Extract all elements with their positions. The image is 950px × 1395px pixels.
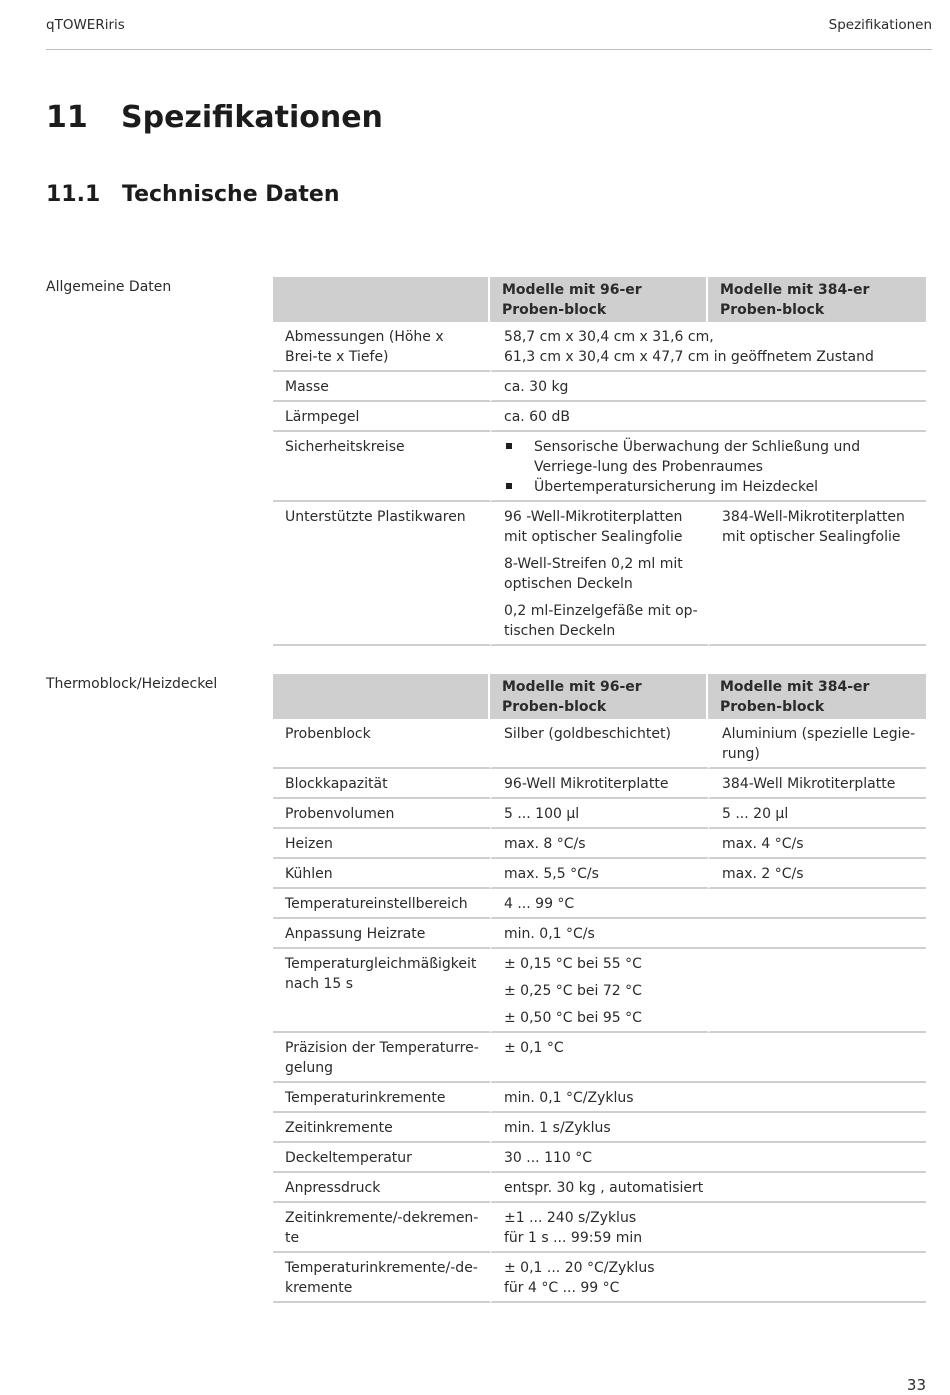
safety-value [490, 432, 926, 502]
uniformity-55: ± 0,15 °C bei 55 °C [504, 956, 642, 972]
table-row [273, 829, 926, 859]
table-header-row [273, 674, 926, 719]
header-384-models: Modelle mit 384-er Proben-block [708, 674, 926, 719]
table-row [273, 502, 926, 646]
section-heading [46, 182, 340, 207]
mass-value: ca. 30 kg [490, 372, 926, 402]
lid-temperature-value: 30 ... 110 °C [490, 1143, 926, 1173]
temp-increment-label: Temperaturinkremente [273, 1083, 490, 1113]
row-label: Blockkapazität [273, 769, 490, 799]
running-header [46, 17, 932, 50]
value-96: max. 5,5 °C/s [490, 859, 708, 889]
safety-label: Sicherheitskreise [273, 432, 490, 502]
value-384: max. 2 °C/s [708, 859, 926, 889]
header-384-models: Modelle mit 384-er Proben-block [708, 277, 926, 322]
table-row [273, 949, 926, 1033]
list-item: Sensorische Überwachung der Schließung und Verriege-lung des Probenraumes [504, 437, 916, 477]
mass-label: Masse [273, 372, 490, 402]
general-data-table [273, 277, 926, 646]
section-title: Technische Daten [122, 182, 340, 207]
value-384: Aluminium (spezielle Legie-rung) [708, 719, 926, 769]
header-empty-cell [273, 674, 490, 719]
temp-incdec-range: für 4 °C ... 99 °C [504, 1280, 620, 1296]
header-96-models: Modelle mit 96-er Proben-block [490, 277, 708, 322]
time-increment-label: Zeitinkremente [273, 1113, 490, 1143]
noise-label: Lärmpegel [273, 402, 490, 432]
dimensions-open: 61,3 cm x 30,4 cm x 47,7 cm in geöffnetem Zustand [504, 349, 874, 365]
table-row [273, 769, 926, 799]
table-row [273, 322, 926, 372]
header-96-models: Modelle mit 96-er Proben-block [490, 674, 708, 719]
general-data-label: Allgemeine Daten [46, 279, 172, 295]
uniformity-72: ± 0,25 °C bei 72 °C [504, 983, 642, 999]
precision-label: Präzision der Temperaturre-gelung [273, 1033, 490, 1083]
range-value: 4 ... 99 °C [490, 889, 926, 919]
temp-incdec-label: Temperaturinkremente/-de-kremente [273, 1253, 490, 1303]
time-incdec-range: für 1 s ... 99:59 min [504, 1230, 643, 1246]
table-row [273, 889, 926, 919]
thermoblock-label: Thermoblock/Heizdeckel [46, 676, 218, 692]
time-incdec-value [490, 1203, 926, 1253]
plastics-96-value [490, 502, 708, 646]
precision-value: ± 0,1 °C [490, 1033, 926, 1083]
table-row [273, 919, 926, 949]
value-96: max. 8 °C/s [490, 829, 708, 859]
dimensions-value [490, 322, 926, 372]
table-row [273, 799, 926, 829]
header-product-name: qTOWERiris [46, 17, 125, 33]
chapter-heading [46, 100, 383, 135]
time-incdec-step: ±1 ... 240 s/Zyklus [504, 1210, 637, 1226]
dimensions-label: Abmessungen (Höhe x Brei-te x Tiefe) [273, 322, 490, 372]
time-incdec-label: Zeitinkremente/-dekremen-te [273, 1203, 490, 1253]
header-empty-cell [273, 277, 490, 322]
ramp-label: Anpassung Heizrate [273, 919, 490, 949]
uniformity-95: ± 0,50 °C bei 95 °C [504, 1010, 642, 1026]
pressure-value: entspr. 30 kg , automatisiert [490, 1173, 926, 1203]
header-chapter-name: Spezifikationen [828, 17, 932, 33]
value-384: 5 ... 20 µl [708, 799, 926, 829]
plastics-label: Unterstützte Plastikwaren [273, 502, 490, 646]
lid-temperature-label: Deckeltemperatur [273, 1143, 490, 1173]
row-label: Probenblock [273, 719, 490, 769]
ramp-value: min. 0,1 °C/s [490, 919, 926, 949]
plastics-96-plates: 96 -Well-Mikrotiterplatten mit optischer Sealingfolie [504, 509, 683, 545]
page-number: 33 [906, 1376, 926, 1394]
temp-incdec-value [490, 1253, 926, 1303]
range-label: Temperatureinstellbereich [273, 889, 490, 919]
time-increment-value: min. 1 s/Zyklus [490, 1113, 926, 1143]
dimensions-closed: 58,7 cm x 30,4 cm x 31,6 cm, [504, 329, 714, 345]
value-96: Silber (goldbeschichtet) [490, 719, 708, 769]
table-row [273, 1253, 926, 1303]
value-384: max. 4 °C/s [708, 829, 926, 859]
table-row [273, 372, 926, 402]
plastics-96-strips: 8-Well-Streifen 0,2 ml mit optischen Deckeln [504, 556, 683, 592]
table-row [273, 432, 926, 502]
chapter-title: Spezifikationen [121, 100, 383, 135]
table-header-row [273, 277, 926, 322]
table-row [273, 1203, 926, 1253]
plastics-96-tubes: 0,2 ml-Einzelgefäße mit op-tischen Deckeln [504, 603, 698, 639]
noise-value: ca. 60 dB [490, 402, 926, 432]
temp-increment-value: min. 0,1 °C/Zyklus [490, 1083, 926, 1113]
pressure-label: Anpressdruck [273, 1173, 490, 1203]
table-row [273, 1083, 926, 1113]
row-label: Heizen [273, 829, 490, 859]
temp-incdec-step: ± 0,1 ... 20 °C/Zyklus [504, 1260, 655, 1276]
list-item: Übertemperatursicherung im Heizdeckel [504, 477, 916, 497]
table-row [273, 1143, 926, 1173]
table-row [273, 1113, 926, 1143]
safety-list [504, 437, 916, 497]
table-row [273, 1033, 926, 1083]
value-384: 384-Well Mikrotiterplatte [708, 769, 926, 799]
table-row [273, 402, 926, 432]
table-row [273, 1173, 926, 1203]
value-96: 5 ... 100 µl [490, 799, 708, 829]
row-label: Kühlen [273, 859, 490, 889]
plastics-384-value: 384-Well-Mikrotiterplatten mit optischer Sealingfolie [708, 502, 926, 646]
chapter-number: 11 [46, 100, 88, 135]
section-number: 11.1 [46, 182, 101, 207]
table-row [273, 859, 926, 889]
table-row [273, 719, 926, 769]
uniformity-384-empty [708, 949, 926, 1033]
uniformity-label: Temperaturgleichmäßigkeit nach 15 s [273, 949, 490, 1033]
thermoblock-table [273, 674, 926, 1303]
uniformity-values [490, 949, 708, 1033]
row-label: Probenvolumen [273, 799, 490, 829]
value-96: 96-Well Mikrotiterplatte [490, 769, 708, 799]
